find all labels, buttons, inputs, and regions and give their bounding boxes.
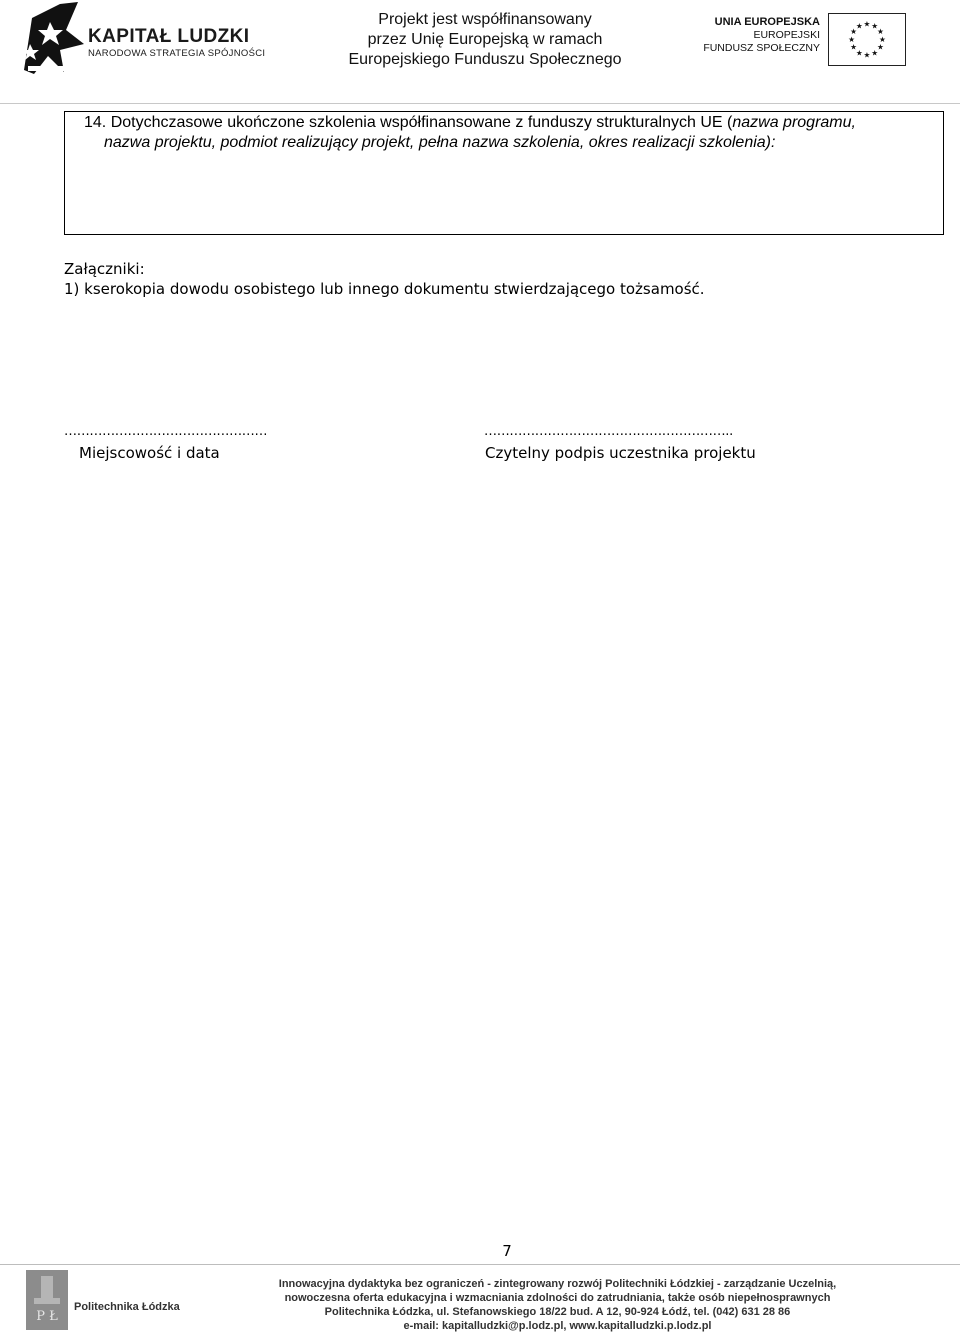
svg-text:★: ★ <box>877 42 884 52</box>
header-divider <box>0 103 960 104</box>
politechnika-logo-icon <box>26 1270 68 1330</box>
cofinancing-notice <box>330 10 640 70</box>
svg-text:★: ★ <box>855 21 863 31</box>
cofinancing-line: przez Unię Europejską w ramach <box>367 31 603 48</box>
svg-text:★: ★ <box>871 21 879 31</box>
svg-text:★: ★ <box>855 48 863 58</box>
eu-fund-label <box>700 16 820 55</box>
eu-line: EUROPEJSKI <box>753 29 820 41</box>
svg-text:★: ★ <box>863 19 871 29</box>
eu-line: FUNDUSZ SPOŁECZNY <box>703 42 820 54</box>
place-date-line: ………………………………………… <box>64 424 268 439</box>
attachments-label: Załączniki: <box>64 260 145 278</box>
footer-text <box>265 1277 850 1333</box>
svg-text:★: ★ <box>871 48 879 58</box>
question-text-line-1 <box>84 114 856 132</box>
page-number: 7 <box>502 1242 512 1260</box>
eu-line: UNIA EUROPEJSKA <box>714 16 820 28</box>
svg-text:★: ★ <box>850 42 857 52</box>
cofinancing-line: Projekt jest współfinansowany <box>378 11 592 28</box>
institution-name: Politechnika Łódzka <box>74 1301 180 1313</box>
question-italic-part-1: nazwa programu, <box>732 114 856 131</box>
question-text: Dotychczasowe ukończone szkolenia współfinansowane z funduszy strukturalnych UE ( <box>110 114 733 131</box>
footer-line: Innowacyjna dydaktyka bez ograniczeń - zintegrowany rozwój Politechniki Łódzkiej - zarządzanie Uczelnią, <box>278 1278 837 1290</box>
logo-subtitle: NARODOWA STRATEGIA SPÓJNOŚCI <box>88 48 266 59</box>
svg-text:★: ★ <box>878 34 886 44</box>
signature-label: Czytelny podpis uczestnika projektu <box>485 444 756 462</box>
attachment-item: 1) kserokopia dowodu osobistego lub innego dokumentu stwierdzającego tożsamość. <box>64 280 705 298</box>
footer-contact: e-mail: kapitalludzki@p.lodz.pl, www.kapitalludzki.p.lodz.pl <box>403 1320 712 1332</box>
eu-flag-icon <box>828 13 906 66</box>
cofinancing-line: Europejskiego Funduszu Społecznego <box>348 51 622 68</box>
footer-line: nowoczesna oferta edukacyjna i wzmacniania zdolności do zatrudniania, także osób niepełnosprawnych <box>284 1292 831 1304</box>
signature-line: ………………………………………………….. <box>484 424 733 439</box>
question-italic-part-2: nazwa projektu, podmiot realizujący projekt, pełna nazwa szkolenia, okres realizacji szkolenia): <box>104 134 776 151</box>
svg-text:★: ★ <box>863 50 871 60</box>
svg-text:★: ★ <box>877 27 884 37</box>
logo-title: KAPITAŁ LUDZKI <box>88 26 250 47</box>
question-number: 14. <box>84 114 107 131</box>
logo-letters: P Ł <box>36 1309 58 1324</box>
place-date-label: Miejscowość i data <box>79 444 220 462</box>
footer-divider <box>0 1264 960 1265</box>
svg-text:★: ★ <box>848 34 856 44</box>
svg-text:★: ★ <box>850 27 857 37</box>
footer-address: Politechnika Łódzka, ul. Stefanowskiego 18/22 bud. A 12, 90-924 Łódź, tel. (042) 631 28 86 <box>324 1306 791 1318</box>
